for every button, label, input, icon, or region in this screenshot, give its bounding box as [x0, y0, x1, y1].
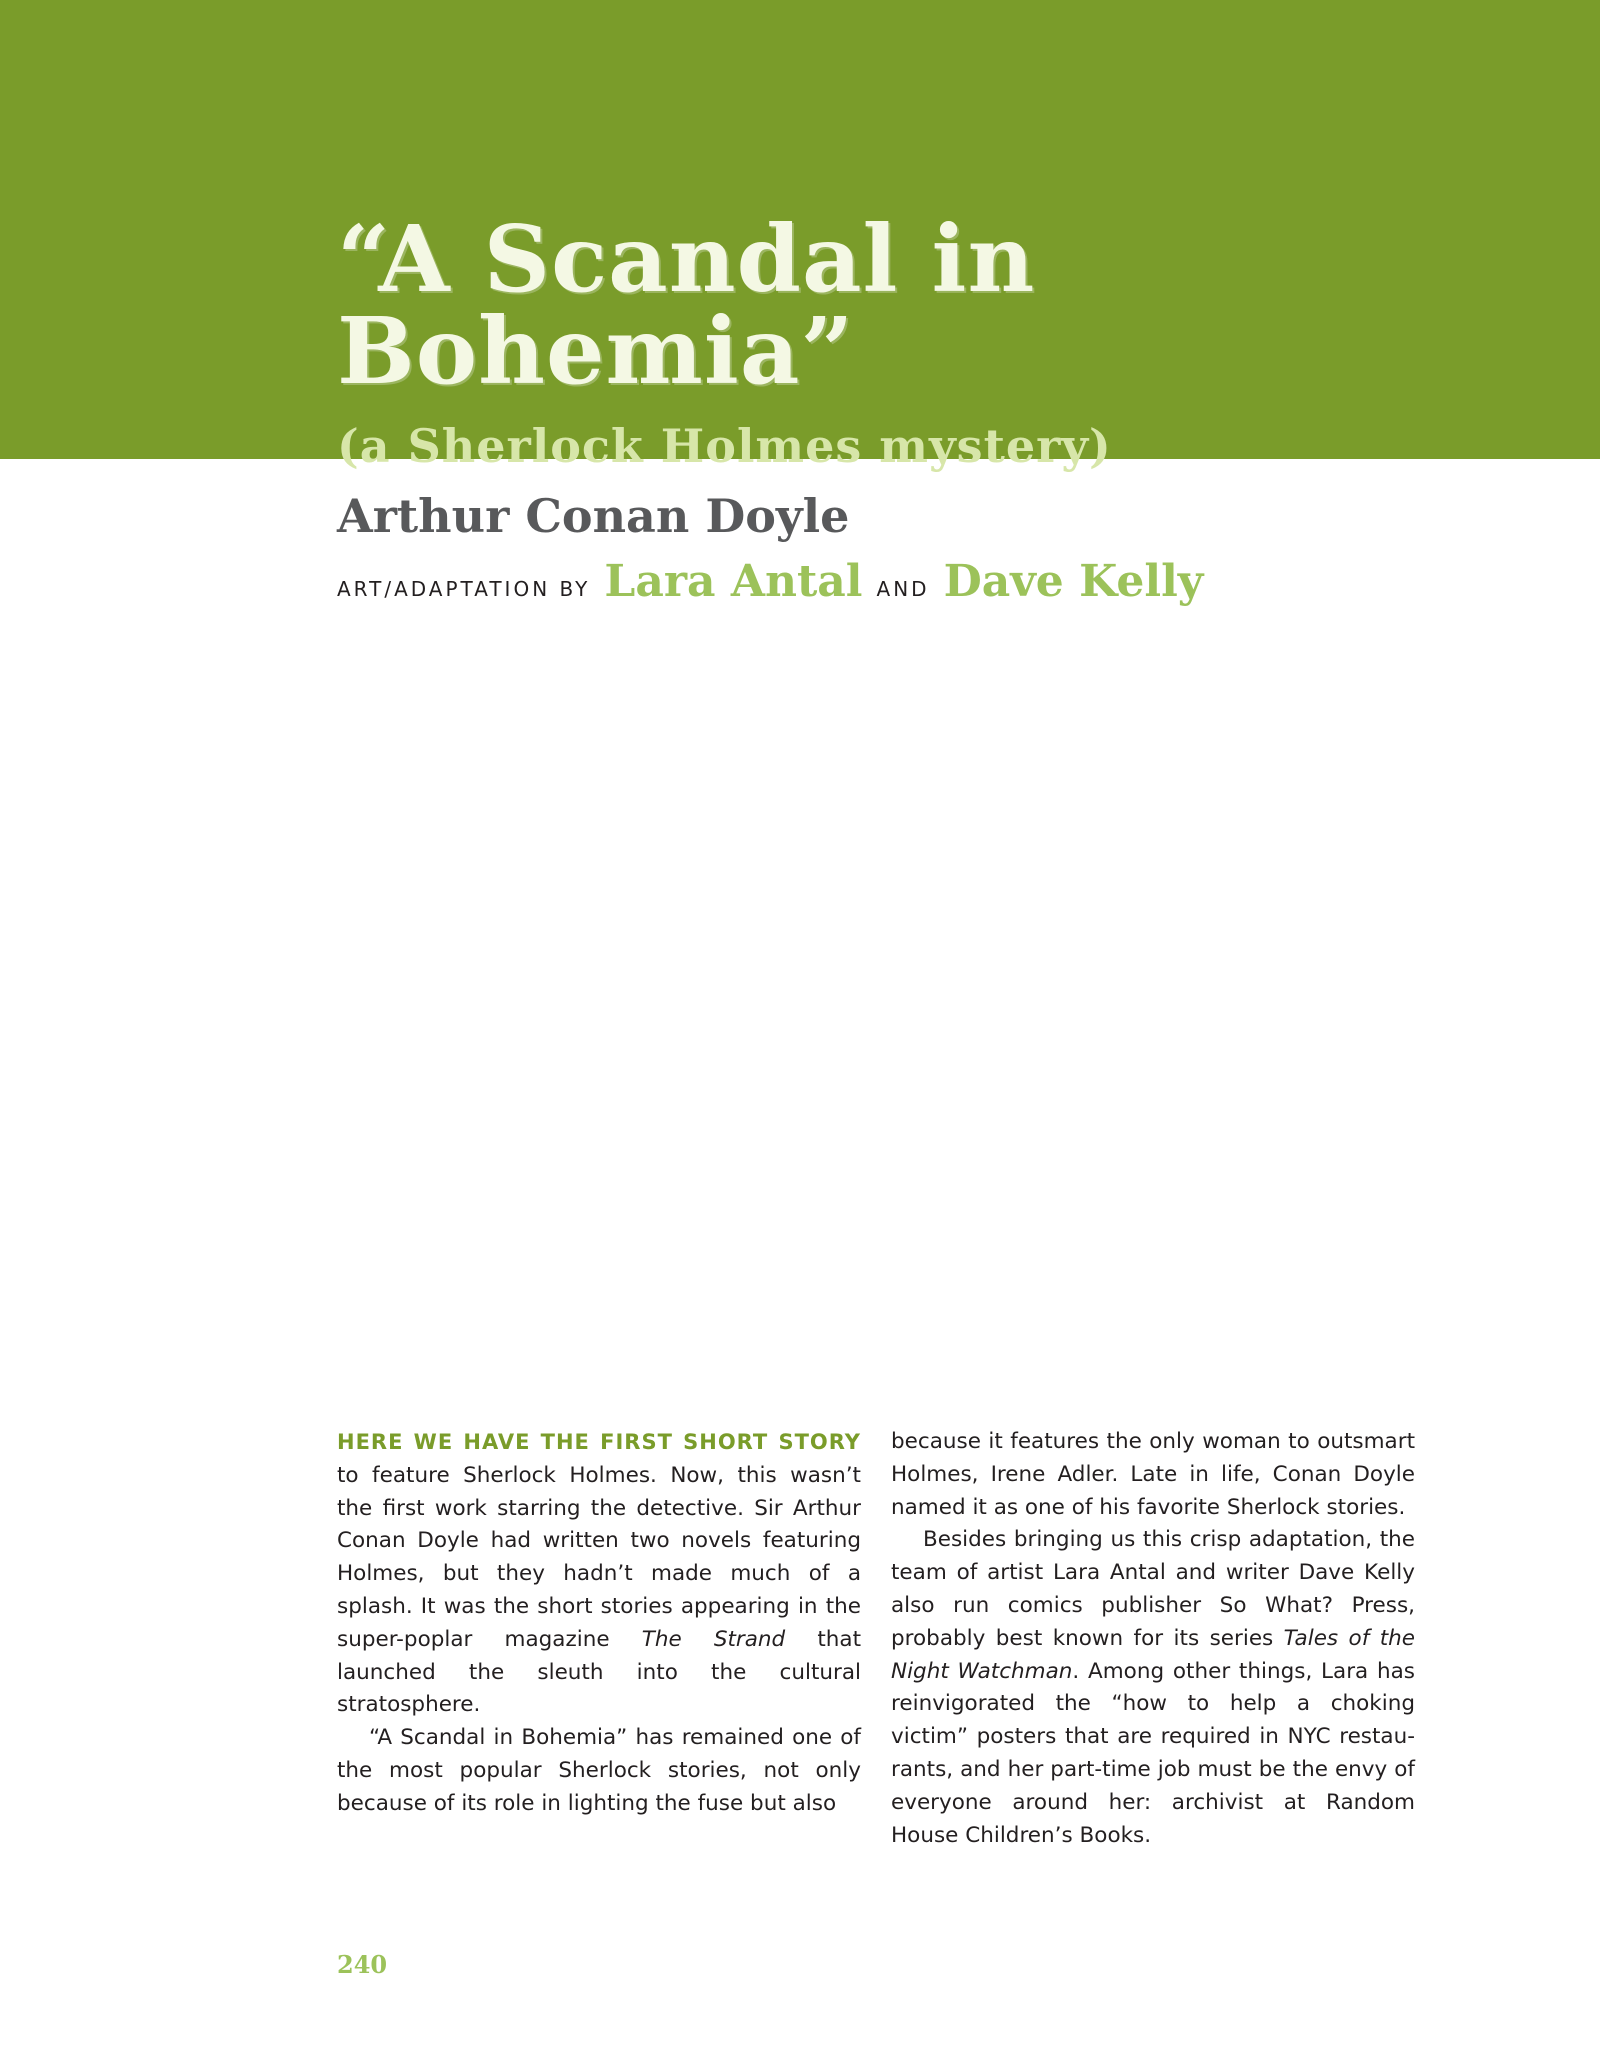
- title-line-2: Bohemia”: [337, 297, 855, 405]
- title-line-1: “A Scandal in: [337, 205, 1036, 313]
- intro-column-left: [337, 1426, 861, 1821]
- intro-paragraph-3: [891, 1524, 1415, 1852]
- page-number: 240: [337, 1950, 388, 1979]
- paragraph-text: to feature Sherlock Holmes. Now, this wasn’t the first work starring the detective. Sir Arthur Conan Doyle had written two novels featuring Holmes, but they hadn’t made much of a splash. It was the short stories appearing in the super-poplar magazine: [337, 1462, 861, 1652]
- credit-name-artist: Lara Antal: [604, 556, 863, 607]
- credits-line: [337, 556, 1217, 607]
- credits-prefix: ART/ADAPTATION BY: [337, 577, 591, 601]
- paragraph-text: that launched the sleuth into the cultural stratosphere.: [337, 1626, 862, 1718]
- credits-conjunction: AND: [876, 577, 930, 601]
- intro-column-right: [891, 1426, 1415, 1852]
- lead-in-caps: HERE WE HAVE THE FIRST SHORT STORY: [337, 1430, 861, 1454]
- paragraph-text: Besides bringing us this crisp adaptation, the team of artist Lara Antal and writer Dave Kelly also run comics publisher So What? Press, probably best known for its series: [891, 1527, 1415, 1651]
- title-block: [337, 205, 1487, 473]
- magazine-title: The Strand: [641, 1626, 786, 1652]
- series-title: Tales of the Night Watchman: [891, 1625, 1415, 1684]
- subtitle: (a Sherlock Holmes mystery): [337, 419, 1112, 473]
- intro-paragraph-2-continued: because it features the only woman to outsmart Holmes, Irene Adler. Late in life, Conan Doyle named it as one of his favorite Sherlock stories.: [891, 1429, 1415, 1520]
- page-title: [337, 205, 1487, 405]
- paragraph-text: . Among other things, Lara has reinvigorated the “how to help a choking victim” posters that are required in NYC restau-rants, and her part-time job must be the envy of everyone around her: archivist at Random House Children’s Books.: [891, 1658, 1415, 1848]
- credit-name-writer: Dave Kelly: [943, 556, 1204, 607]
- intro-paragraph-2: “A Scandal in Bohemia” has remained one of the most popular Sherlock stories, not only because of its role in lighting the fuse but also: [337, 1725, 861, 1816]
- intro-paragraph-1: [337, 1426, 861, 1722]
- author-name: Arthur Conan Doyle: [337, 489, 850, 543]
